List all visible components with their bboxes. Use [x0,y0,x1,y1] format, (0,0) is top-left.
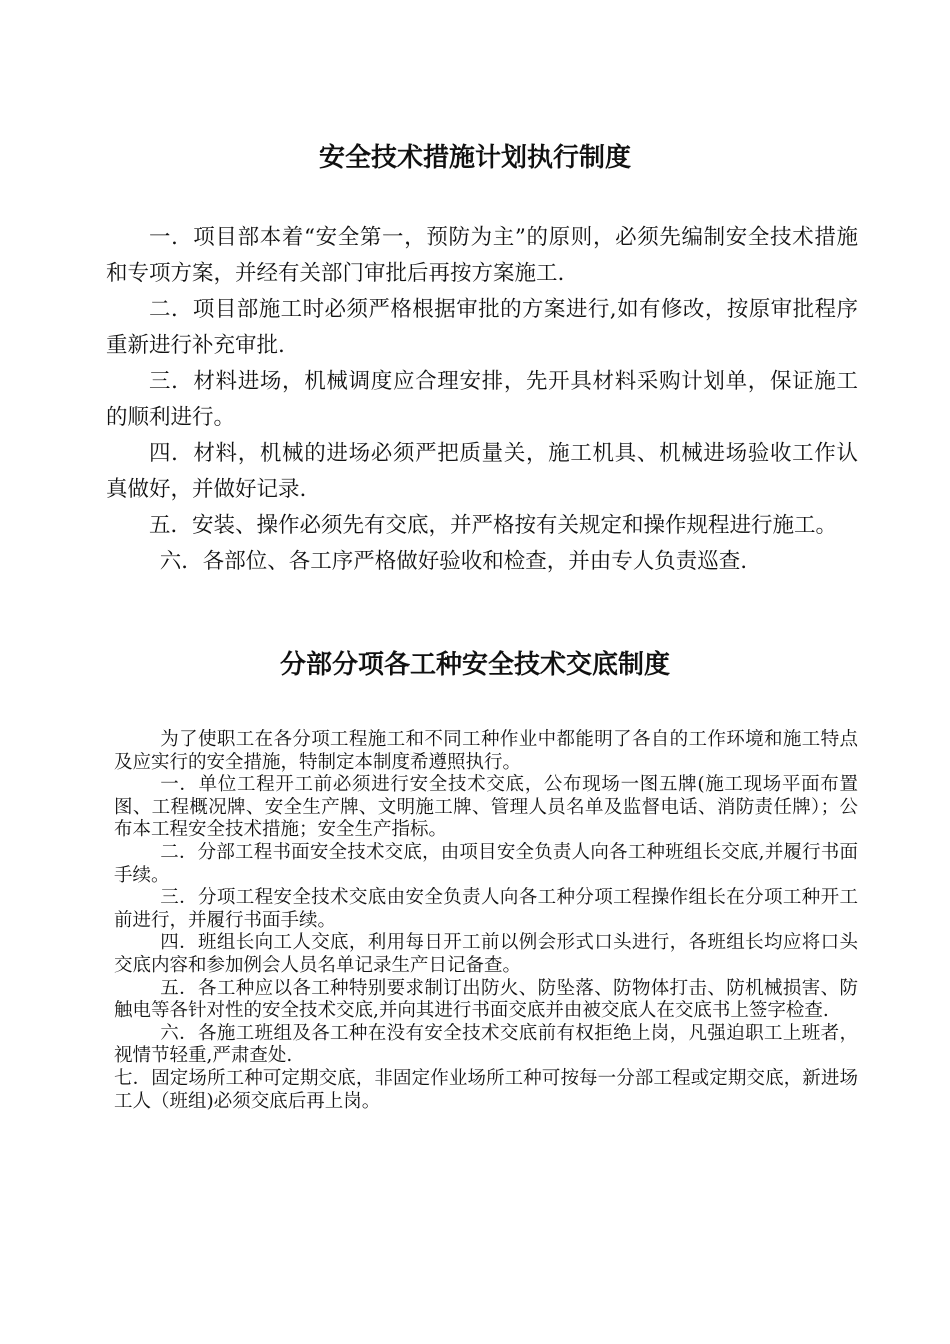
section2-paragraph-4: 四．班组长向工人交底，利用每日开工前以例会形式口头进行，各班组长均应将口头交底内容和参加例会人员名单记录生产日记备查。 [114,932,858,976]
section2-title: 分部分项各工种安全技术交底制度 [279,650,670,680]
section2-paragraph-7: 七．固定场所工种可定期交底，非固定作业场所工种可按每一分部工程或定期交底，新进场工人（班组)必须交底后再上岗。 [114,1067,858,1112]
section2-paragraph-5: 五．各工种应以各工种特别要求制订出防火、防坠落、防物体打击、防机械损害、防触电等各针对性的安全技术交底,并向其进行书面交底并由被交底人在交底书上签字检查. [114,977,858,1022]
section2-paragraph-2: 二．分部工程书面安全技术交底，由项目安全负责人向各工种班组长交底,并履行书面手续。 [114,841,858,886]
section2-paragraph-3: 三．分项工程安全技术交底由安全负责人向各工种分项工程操作组长在分项工种开工前进行，并履行书面手续。 [114,887,858,931]
section2-paragraph-1: 一．单位工程开工前必须进行安全技术交底，公布现场一图五牌(施工现场平面布置图、工程概况牌、安全生产牌、文明施工牌、管理人员名单及监督电话、消防责任牌）；公布本工程安全技术措施；安全生产指标。 [114,774,858,841]
section2-body [114,729,858,1113]
section1-paragraph-6: 六．各部位、各工序严格做好验收和检查，并由专人负责巡查. [159,549,748,574]
section1-paragraph-5: 五．安装、操作必须先有交底，并严格按有关规定和操作规程进行施工。 [149,513,838,538]
section1-paragraph-1: 一．项目部本着“安全第一，预防为主”的原则，必须先编制安全技术措施和专项方案，并经有关部门审批后再按方案施工. [106,225,858,286]
section1-paragraph-2: 二．项目部施工时必须严格根据审批的方案进行,如有修改，按原审批程序重新进行补充审批. [106,297,858,358]
section1-body [106,220,858,580]
section1-title: 安全技术措施计划执行制度 [318,143,631,173]
section1-paragraph-3: 三．材料进场，机械调度应合理安排，先开具材料采购计划单，保证施工的顺利进行。 [106,369,858,430]
section2-paragraph-6: 六．各施工班组及各工种在没有安全技术交底前有权拒绝上岗，凡强迫职工上班者，视情节轻重,严肃查处. [114,1022,858,1067]
section2-intro: 为了使职工在各分项工程施工和不同工种作业中都能明了各自的工作环境和施工特点及应实行的安全措施，特制定本制度希遵照执行。 [114,729,858,773]
section1-paragraph-4: 四．材料，机械的进场必须严把质量关，施工机具、机械进场验收工作认真做好，并做好记录. [106,441,858,502]
